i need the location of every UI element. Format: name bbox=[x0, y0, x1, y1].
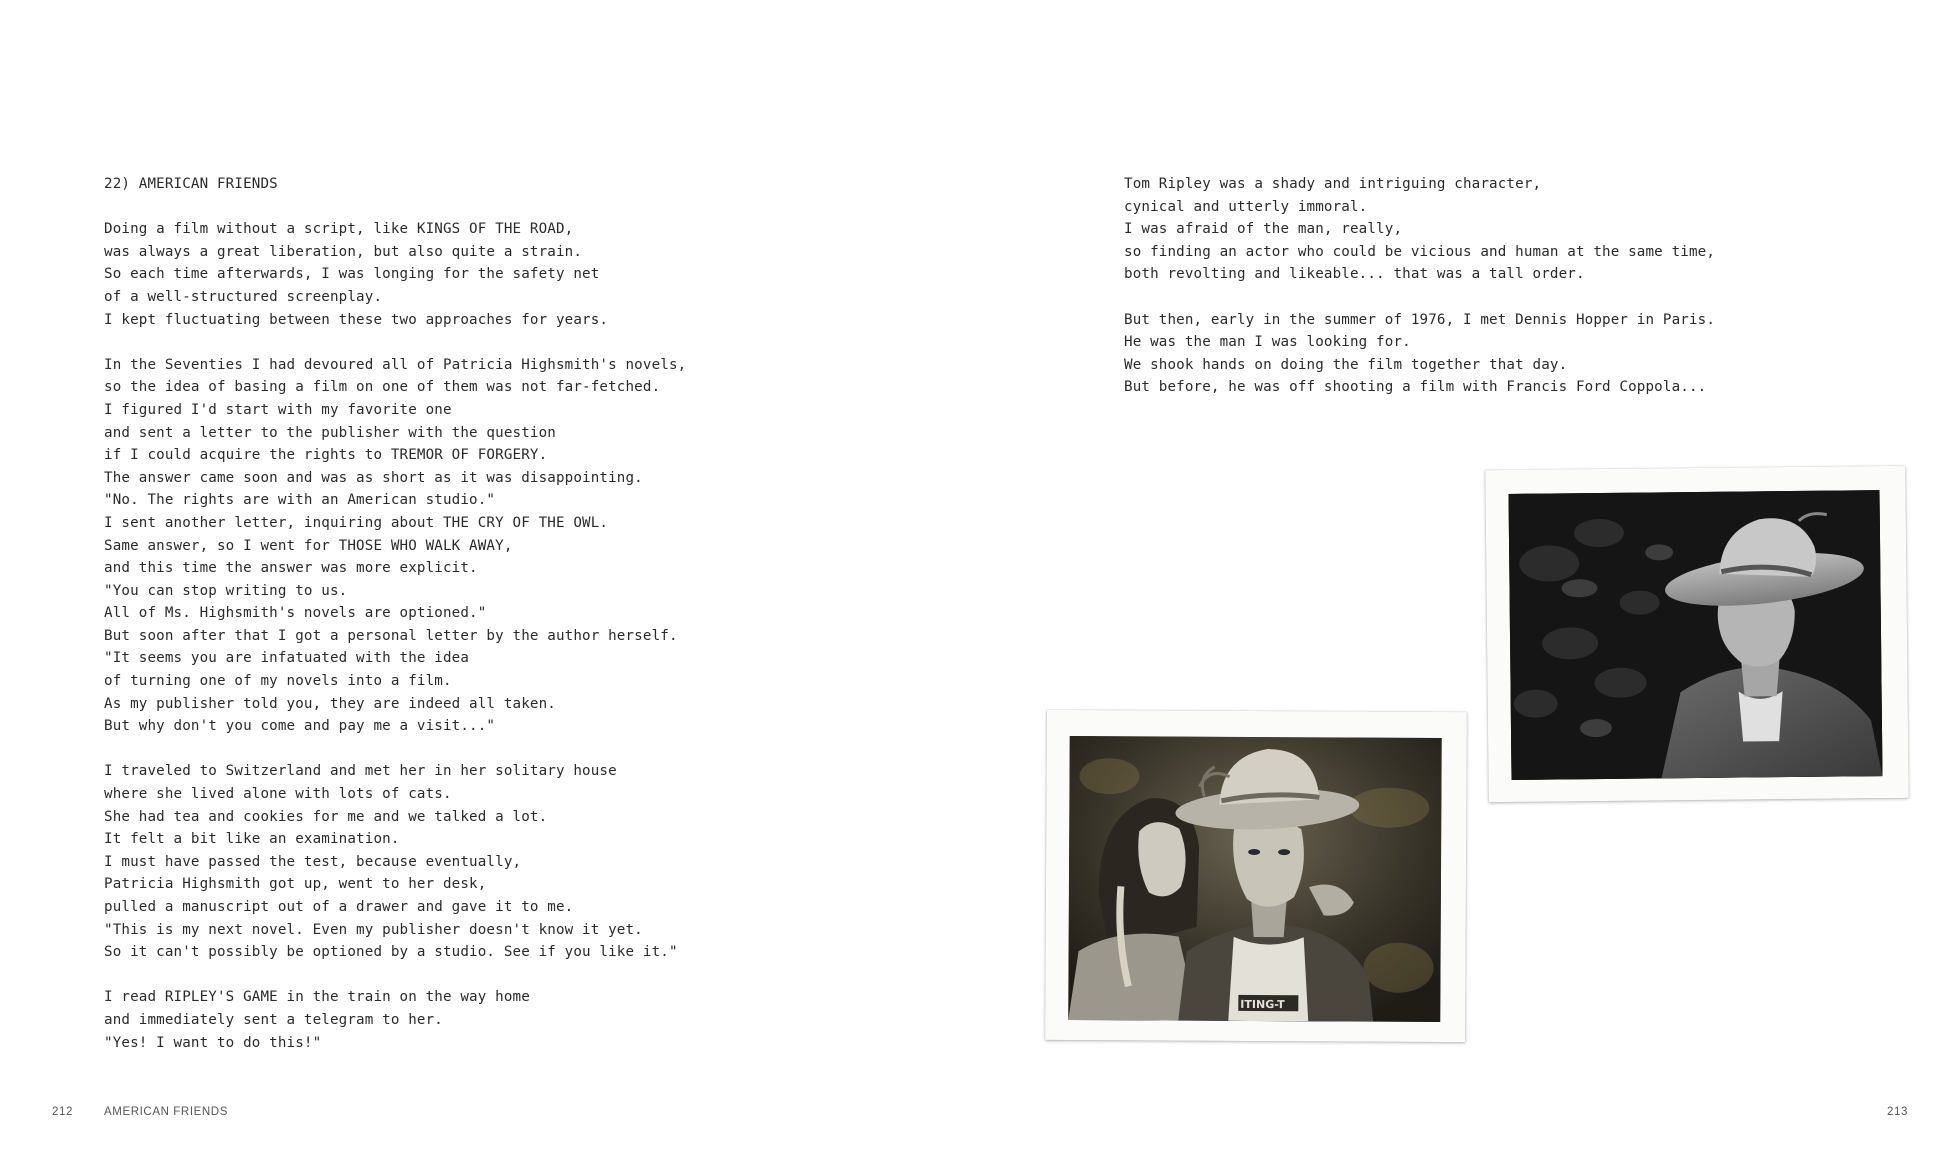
text-line: The answer came soon and was as short as it was disappointing. bbox=[104, 469, 643, 486]
text-line: of turning one of my novels into a film. bbox=[104, 673, 452, 690]
text-line: so finding an actor who could be vicious and human at the same time, bbox=[1124, 243, 1716, 260]
text-line: It felt a bit like an examination. bbox=[104, 831, 400, 848]
photo-couple-image bbox=[1068, 736, 1441, 1022]
text-line: "No. The rights are with an American studio." bbox=[104, 492, 496, 509]
text-line: both revolting and likeable... that was a tall order. bbox=[1124, 266, 1585, 283]
text-line: and immediately sent a telegram to her. bbox=[104, 1011, 443, 1028]
text-line: So it can't possibly be optioned by a studio. See if you like it." bbox=[104, 944, 678, 961]
text-line: "This is my next novel. Even my publisher doesn't know it yet. bbox=[104, 921, 643, 938]
text-line: She had tea and cookies for me and we talked a lot. bbox=[104, 808, 548, 825]
text-line: "Yes! I want to do this!" bbox=[104, 1034, 322, 1051]
text-line: In the Seventies I had devoured all of Patricia Highsmith's novels, bbox=[104, 356, 687, 373]
text-line: cynical and utterly immoral. bbox=[1124, 198, 1368, 215]
text-line: was always a great liberation, but also quite a strain. bbox=[104, 243, 583, 260]
text-line: I sent another letter, inquiring about THE CRY OF THE OWL. bbox=[104, 514, 609, 531]
paragraph-gap bbox=[104, 738, 686, 761]
text-line: "You can stop writing to us. bbox=[104, 582, 348, 599]
text-line: But then, early in the summer of 1976, I met Dennis Hopper in Paris. bbox=[1124, 311, 1716, 328]
paragraph-gap bbox=[104, 964, 686, 987]
page-number-right: 213 bbox=[1887, 1106, 1908, 1118]
photo-hopper-profile bbox=[1485, 466, 1908, 802]
text-line: All of Ms. Highsmith's novels are optioned." bbox=[104, 605, 487, 622]
text-line: Doing a film without a script, like KINGS OF THE ROAD, bbox=[104, 221, 574, 238]
text-line: and sent a letter to the publisher with the question bbox=[104, 424, 556, 441]
text-line: I was afraid of the man, really, bbox=[1124, 221, 1403, 238]
paragraph-gap bbox=[104, 196, 686, 219]
text-line: We shook hands on doing the film together that day. bbox=[1124, 356, 1568, 373]
chapter-heading: 22) AMERICAN FRIENDS bbox=[104, 176, 278, 192]
paragraph-gap bbox=[104, 331, 686, 354]
text-line: I read RIPLEY'S GAME in the train on the way home bbox=[104, 989, 530, 1006]
shirt-print-text: ITING-T bbox=[1240, 997, 1285, 1012]
page-number-left: 212 bbox=[52, 1106, 73, 1118]
photo-couple-portrait bbox=[1045, 710, 1467, 1042]
text-line: But before, he was off shooting a film with Francis Ford Coppola... bbox=[1124, 379, 1707, 396]
text-line: As my publisher told you, they are indeed all taken. bbox=[104, 695, 556, 712]
text-line: But why don't you come and pay me a visit..." bbox=[104, 718, 496, 735]
text-line: He was the man I was looking for. bbox=[1124, 334, 1411, 351]
text-line: I kept fluctuating between these two approaches for years. bbox=[104, 311, 609, 328]
running-title: AMERICAN FRIENDS bbox=[104, 1106, 228, 1118]
text-line: I traveled to Switzerland and met her in her solitary house bbox=[104, 763, 617, 780]
text-line: pulled a manuscript out of a drawer and gave it to me. bbox=[104, 899, 574, 915]
text-line: "It seems you are infatuated with the idea bbox=[104, 650, 470, 667]
paragraph-gap bbox=[1124, 286, 1715, 309]
text-line: if I could acquire the rights to TREMOR OF FORGERY. bbox=[104, 447, 548, 464]
text-line: Patricia Highsmith got up, went to her desk, bbox=[104, 876, 487, 893]
photo-hopper-image bbox=[1509, 490, 1883, 780]
right-page-text bbox=[1124, 173, 1715, 399]
text-line: and this time the answer was more explicit. bbox=[104, 560, 478, 577]
text-line: But soon after that I got a personal letter by the author herself. bbox=[104, 627, 678, 644]
text-line: I must have passed the test, because eventually, bbox=[104, 853, 522, 870]
text-line: so the idea of basing a film on one of them was not far-fetched. bbox=[104, 379, 661, 396]
text-line: where she lived alone with lots of cats. bbox=[104, 786, 452, 803]
text-line: Tom Ripley was a shady and intriguing character, bbox=[1124, 176, 1542, 192]
text-line: of a well-structured screenplay. bbox=[104, 288, 383, 305]
text-line: So each time afterwards, I was longing for the safety net bbox=[104, 266, 600, 283]
left-page-text bbox=[104, 173, 686, 1054]
text-line: Same answer, so I went for THOSE WHO WALK AWAY, bbox=[104, 537, 513, 554]
text-line: I figured I'd start with my favorite one bbox=[104, 401, 452, 418]
